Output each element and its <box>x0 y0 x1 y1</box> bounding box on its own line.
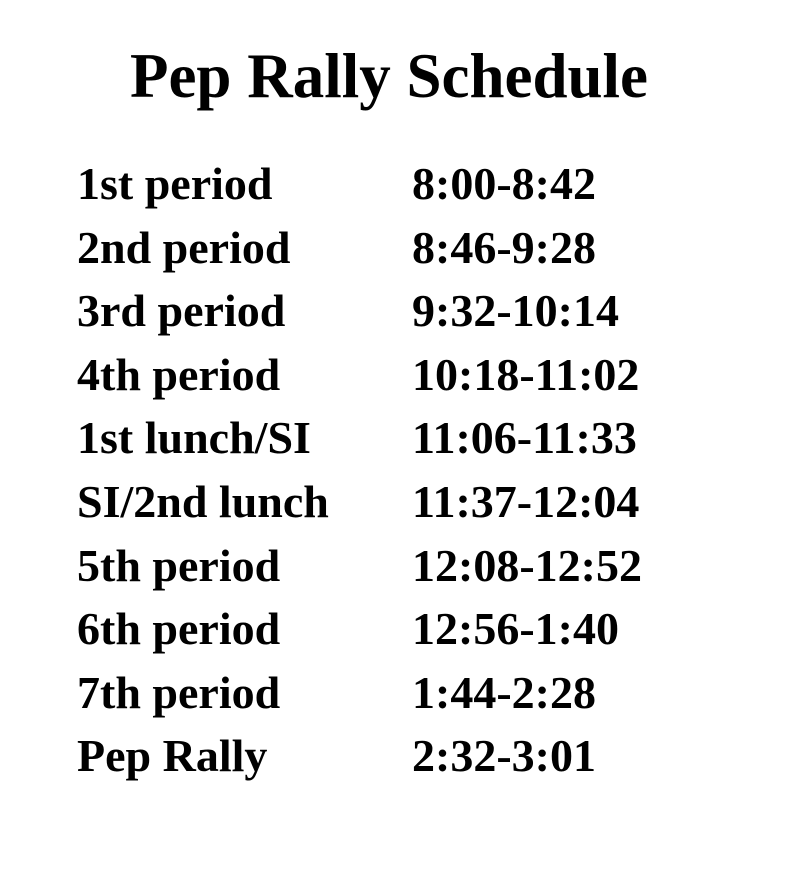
period-time: 1:44-2:28 <box>412 666 596 718</box>
period-label: 5th period <box>77 539 281 591</box>
period-label: 3rd period <box>77 285 286 337</box>
schedule-row-5th-period <box>77 534 777 598</box>
schedule-row-2nd-period <box>77 216 777 280</box>
period-label: 4th period <box>77 348 281 400</box>
period-time: 10:18-11:02 <box>412 348 640 400</box>
schedule-row-pep-rally <box>77 724 777 788</box>
period-time: 2:32-3:01 <box>412 730 596 782</box>
period-label: 2nd period <box>77 221 291 273</box>
period-time: 11:37-12:04 <box>412 475 640 527</box>
page-title: Pep Rally Schedule <box>129 41 649 111</box>
schedule-row-1st-lunch <box>77 406 777 470</box>
period-label: 6th period <box>77 603 281 655</box>
period-label: Pep Rally <box>77 730 268 782</box>
period-label: 1st period <box>77 158 273 209</box>
schedule-row-4th-period <box>77 343 777 407</box>
schedule-row-1st-period <box>77 152 777 216</box>
schedule-row-2nd-lunch <box>77 470 777 534</box>
schedule-row-3rd-period <box>77 279 777 343</box>
period-label: 1st lunch/SI <box>77 412 311 464</box>
period-time: 9:32-10:14 <box>412 285 619 337</box>
period-time: 8:00-8:42 <box>412 158 596 209</box>
schedule-row-7th-period <box>77 661 777 725</box>
period-label: 7th period <box>77 666 281 718</box>
period-time: 12:56-1:40 <box>412 603 619 655</box>
period-label: SI/2nd lunch <box>77 475 329 527</box>
schedule-row-6th-period <box>77 597 777 661</box>
period-time: 8:46-9:28 <box>412 221 596 273</box>
period-time: 12:08-12:52 <box>412 539 642 591</box>
period-time: 11:06-11:33 <box>412 412 637 464</box>
schedule-table <box>77 152 777 788</box>
